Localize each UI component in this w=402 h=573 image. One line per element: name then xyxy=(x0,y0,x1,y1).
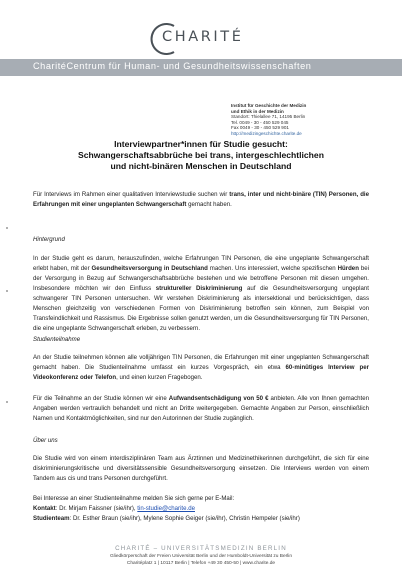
bg-bold-3: struktureller Diskriminierung xyxy=(155,285,243,292)
institute-address-block xyxy=(231,103,306,137)
part-text-1: An der Studie teilnehmen können alle volljährigen TIN Personen, die Erfahrungen mit einer ungeplanten Schwangerschaft gemacht haben. Die Studienteilnahme umfasst ein kurzes Vorgespräch, ein etwa xyxy=(33,354,369,371)
bg-text-3: bei der Versorgung in Bezug auf Schwangerschaftsabbrüche bestehen und wie betroffene Personen mit diesen umgehen. Insbesondere möchten wir den Einfluss xyxy=(33,265,369,292)
institute-fax: Fax 0049 - 30 - 450 529 901 xyxy=(231,125,289,131)
bg-text-1: In der Studie geht es darum, herauszufinden, welche Erfahrungen TIN Personen, die eine ungeplante Schwangerschaft erlebt haben, mit der xyxy=(33,255,369,272)
institute-name-line1: Institut für Geschichte der Medizin xyxy=(231,103,307,108)
footer-title: CHARITÉ – UNIVERSITÄTSMEDIZIN BERLIN xyxy=(115,545,287,552)
part-bold-2: Aufwandsentschädigung von 50 € xyxy=(168,395,269,402)
contact-block xyxy=(33,494,369,524)
intro-text-2: gemacht haben. xyxy=(186,201,232,208)
participation-paragraph-1 xyxy=(33,353,369,383)
title-line1: Interviewpartner*innen für Studie gesucht: xyxy=(114,139,288,149)
part-text-2: , und einen kurzen Fragebogen. xyxy=(116,374,203,381)
bg-bold-2: Hürden xyxy=(337,265,359,272)
bg-bold-1: Gesundheitsversorgung in Deutschland xyxy=(91,265,208,272)
contact-intro: Bei Interesse an einer Studienteilnahme melden Sie sich gerne per E-Mail: xyxy=(33,495,235,502)
institute-tel: Tel. 0049 - 30 - 450 529 045 xyxy=(231,119,289,125)
team-line xyxy=(33,514,369,524)
intro-bold-1: trans, inter und nicht-binäre (TIN) Personen, die Erfahrungen mit einer ungeplanten Schwangerschaft xyxy=(33,191,370,208)
team-label: Studienteam xyxy=(33,515,70,522)
institute-address: Standort: Thielallee 71, 14195 Berlin xyxy=(231,114,306,120)
margin-mark xyxy=(6,401,8,403)
footer-line-2: Gliedkörperschaft der Freien Universität Berlin und der Humboldt-Universität zu Berlin xyxy=(109,554,293,559)
heading-participation: Studienteilnahme xyxy=(33,336,81,343)
title-line3: und nicht-binären Menschen in Deutschland xyxy=(110,161,292,171)
institute-name-line2: und Ethik in der Medizin xyxy=(231,108,284,114)
logo-text: CHARITÉ xyxy=(162,29,244,45)
part-text-4: anbieten. Alle von Ihnen gemachten Angaben werden vertraulich behandelt und nicht an Dritte weitergegeben. Gemachte Angaben zur Person, einschließlich Namen und Kontaktmöglichkeiten, sind nur den Autorinnen der Studie zugänglich. xyxy=(33,395,369,422)
margin-mark xyxy=(6,227,8,229)
contact-label: Kontakt xyxy=(33,505,56,512)
title-line2: Schwangerschaftsabbrüche bei trans, intergeschlechtlichen xyxy=(78,150,324,160)
about-paragraph: Die Studie wird von einem interdisziplinären Team aus Ärztinnen und Medizinethikerinnen durchgeführt, die sich für eine diskriminierungskritische und diversitätssensible Gesundheitsversorgung einsetzen. Die Interviews werden von einem Tandem aus cis und trans Personen durchgeführt. xyxy=(33,455,369,482)
page-title xyxy=(20,139,382,172)
footer-line-3: Charitéplatz 1 | 10117 Berlin | Telefon +49 30 450-50 | www.charite.de xyxy=(126,561,276,566)
heading-about: Über uns xyxy=(33,437,58,444)
part-text-3: Für die Teilnahme an der Studie können wir eine xyxy=(33,395,169,402)
bg-text-4: auf die Gesundheitsversorgung ungeplant schwangerer TIN Personen untersuchen. Wir verstehen Diskriminierung als intersektional und berücksichtigen, dass Menschen gleichzeitig von verschiedenen Formen von Diskriminierung betroffen sein können, zum Beispiel von Transfeindlichkeit und Rassismus. Die Ergebnisse sollen genutzt werden, um die Gesundheitsversorgung für TIN Personen, die eine ungeplante Schwangerschaft erleben, zu verbessern. xyxy=(33,285,369,332)
background-paragraph xyxy=(33,254,369,334)
part-bold-1: 60-minütiges Interview per Videokonferenz oder Telefon xyxy=(33,364,370,381)
institute-url-link[interactable]: http://medizingeschichte.charite.de xyxy=(231,130,302,136)
heading-background: Hintergrund xyxy=(33,236,65,243)
margin-mark xyxy=(6,290,8,292)
team-text: : Dr. Esther Braun (sie/ihr), Mylene Sophie Geiger (sie/ihr), Christin Hempeler (sie/ihr) xyxy=(69,515,300,522)
bg-text-2: machen. Uns interessiert, welche spezifischen xyxy=(207,265,338,272)
participation-paragraph-2 xyxy=(33,394,369,424)
contact-text: : Dr. Mirjam Faissner (sie/ihr), xyxy=(55,505,138,512)
contact-email-link[interactable]: tin-studie@charite.de xyxy=(137,505,195,512)
header-band-text: CharitéCentrum für Human- und Gesundheitswissenschaften xyxy=(33,61,312,71)
contact-line xyxy=(33,504,369,514)
intro-text-1: Für Interviews im Rahmen einer qualitativen Interviewstudie suchen wir xyxy=(33,191,230,198)
intro-paragraph xyxy=(33,190,369,210)
